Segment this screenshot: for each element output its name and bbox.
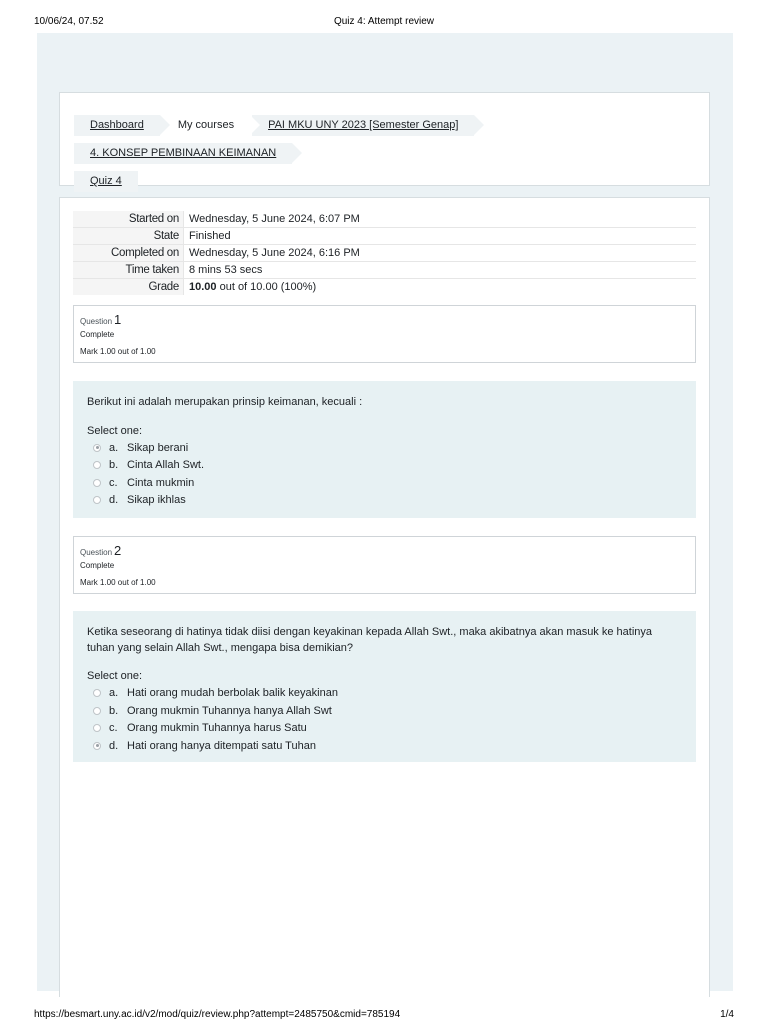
summary-value: 8 mins 53 secs — [184, 262, 697, 279]
summary-row-state — [73, 228, 696, 245]
summary-row-completed — [73, 245, 696, 262]
summary-value: Wednesday, 5 June 2024, 6:16 PM — [184, 245, 697, 262]
summary-label: Time taken — [73, 262, 184, 279]
question-info — [73, 536, 696, 594]
print-title: Quiz 4: Attempt review — [333, 16, 435, 27]
grade-total: out of 10.00 (100%) — [219, 281, 317, 293]
summary-row-time — [73, 262, 696, 279]
summary-value: Finished — [184, 228, 697, 245]
summary-label: Grade — [73, 279, 184, 296]
answer-option[interactable]: a. Sikap berani — [87, 440, 682, 458]
breadcrumb-item-dashboard[interactable]: Dashboard — [74, 115, 160, 136]
radio-icon[interactable] — [93, 724, 101, 732]
summary-label: Completed on — [73, 245, 184, 262]
summary-value: Wednesday, 5 June 2024, 6:07 PM — [184, 211, 697, 228]
radio-icon[interactable] — [93, 479, 101, 487]
answer-options — [87, 440, 682, 510]
breadcrumb-item-section[interactable]: 4. KONSEP PEMBINAAN KEIMANAN — [74, 143, 292, 164]
answer-options — [87, 685, 682, 755]
summary-row-grade — [73, 279, 696, 296]
radio-icon[interactable] — [93, 496, 101, 504]
breadcrumb-item-quiz[interactable]: Quiz 4 — [74, 171, 138, 192]
select-one-label: Select one: — [87, 424, 143, 437]
question-number: Question 2 — [80, 543, 122, 558]
answer-option[interactable]: c. Cinta mukmin — [87, 475, 682, 493]
radio-checked-icon[interactable] — [93, 444, 101, 452]
select-one-label: Select one: — [87, 670, 143, 682]
question-content — [73, 381, 696, 518]
question-mark: Mark 1.00 out of 1.00 — [80, 347, 156, 356]
answer-option[interactable]: a. Hati orang mudah berbolak balik keyakinan — [87, 685, 682, 703]
breadcrumb-item-my-courses: My courses — [162, 115, 250, 136]
radio-icon[interactable] — [93, 707, 101, 715]
grade-score: 10.00 — [189, 281, 217, 293]
question-text: Berikut ini adalah merupakan prinsip keimanan, kecuali : — [87, 396, 363, 408]
question-number: Question 1 — [80, 312, 122, 327]
radio-icon[interactable] — [93, 689, 101, 697]
answer-option[interactable]: d. Hati orang hanya ditempati satu Tuhan — [87, 738, 682, 756]
breadcrumb-card — [59, 92, 710, 186]
question-state: Complete — [80, 561, 115, 570]
question-content — [73, 611, 696, 762]
summary-value — [184, 279, 697, 296]
print-datetime: 10/06/24, 07.52 — [34, 16, 104, 27]
breadcrumb — [74, 115, 694, 199]
attempt-summary-table — [73, 211, 696, 295]
answer-option[interactable]: b. Orang mukmin Tuhannya hanya Allah Swt — [87, 703, 682, 721]
breadcrumb-item-course[interactable]: PAI MKU UNY 2023 [Semester Genap] — [252, 115, 474, 136]
print-url: https://besmart.uny.ac.id/v2/mod/quiz/review.php?attempt=2485750&cmid=785194 — [34, 1009, 401, 1020]
question-state: Complete — [80, 330, 115, 339]
question-mark: Mark 1.00 out of 1.00 — [80, 578, 156, 587]
summary-row-started — [73, 211, 696, 228]
print-page-number: 1/4 — [720, 1009, 734, 1020]
radio-checked-icon[interactable] — [93, 742, 101, 750]
answer-option[interactable]: b. Cinta Allah Swt. — [87, 457, 682, 475]
question-text: Ketika seseorang di hatinya tidak diisi dengan keyakinan kepada Allah Swt., maka akibatnya akan masuk ke hatinya tuhan yang selain Allah Swt., mengapa bisa demikian? — [87, 626, 653, 654]
summary-label: Started on — [73, 211, 184, 228]
summary-label: State — [73, 228, 184, 245]
answer-option[interactable]: c. Orang mukmin Tuhannya harus Satu — [87, 720, 682, 738]
question-info — [73, 305, 696, 363]
radio-icon[interactable] — [93, 461, 101, 469]
answer-option[interactable]: d. Sikap ikhlas — [87, 492, 682, 510]
